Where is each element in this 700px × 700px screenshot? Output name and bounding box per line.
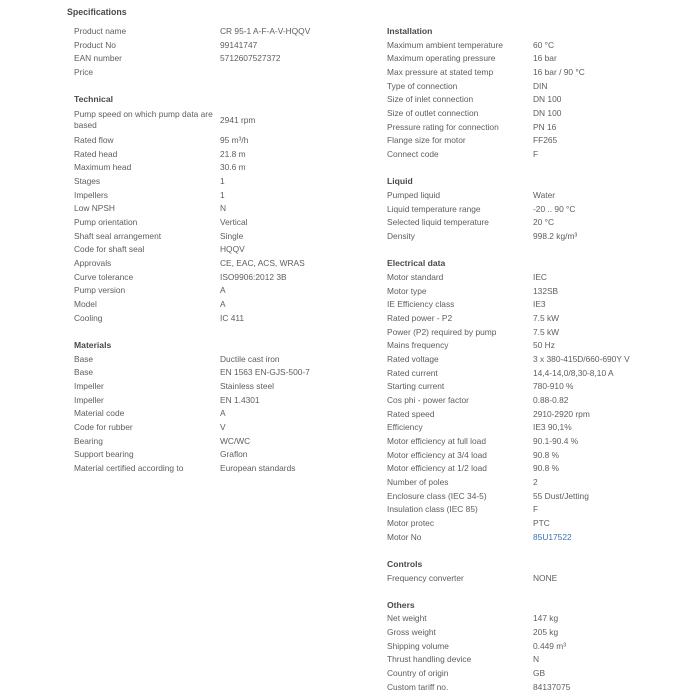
spec-label: Pump version <box>74 285 126 296</box>
spec-label: Density <box>387 230 415 241</box>
spec-row <box>387 626 700 640</box>
spec-value: CR 95-1 A-F-A-V-HQQV <box>220 26 311 36</box>
spec-row <box>74 353 394 367</box>
spec-label: Pressure rating for connection <box>387 121 499 132</box>
spec-value: IE3 90,1% <box>533 422 572 433</box>
spec-label: Product name <box>74 26 127 36</box>
spec-value: 60 °C <box>533 39 555 50</box>
spec-row <box>74 435 394 449</box>
spec-row <box>387 326 700 340</box>
spec-row <box>387 353 700 367</box>
spec-value: DN 100 <box>533 107 562 118</box>
spec-row <box>387 667 700 681</box>
spec-label: Motor No <box>387 531 422 542</box>
spec-row <box>387 531 700 545</box>
spec-value: 30.6 m <box>220 162 246 173</box>
spec-value: 55 Dust/Jetting <box>533 490 589 501</box>
spec-value: 205 kg <box>533 627 559 638</box>
spec-row <box>387 435 700 449</box>
spec-value: 780-910 % <box>533 381 574 392</box>
spec-row <box>74 284 394 298</box>
spec-value: 16 bar <box>533 53 557 64</box>
spec-row <box>387 367 700 381</box>
spec-value: 7.5 kW <box>533 312 560 323</box>
spec-label: Product No <box>74 39 116 50</box>
spec-label: Rated speed <box>387 408 435 419</box>
spec-row <box>387 52 700 66</box>
spec-row <box>74 257 394 271</box>
spec-label: Base <box>74 367 94 378</box>
spec-value: V <box>220 421 226 432</box>
spec-value: IE3 <box>533 299 546 310</box>
spec-label: Maximum operating pressure <box>387 53 496 64</box>
spec-value: A <box>220 285 226 296</box>
spec-value: FF265 <box>533 135 558 146</box>
spec-value: 147 kg <box>533 613 559 624</box>
spec-row <box>387 271 700 285</box>
spec-value: 99141747 <box>220 39 258 50</box>
spec-label: Enclosure class (IEC 34-5) <box>387 490 487 501</box>
spec-label: Motor efficiency at 3/4 load <box>387 449 487 460</box>
spec-value: 0.449 m³ <box>533 640 567 651</box>
spec-label: Shipping volume <box>387 640 449 651</box>
spec-row <box>387 572 700 586</box>
spec-value: F <box>533 504 539 515</box>
spec-row <box>387 462 700 476</box>
spec-row <box>74 380 394 394</box>
spec-value: 90.8 % <box>533 463 560 474</box>
spec-row <box>387 107 700 121</box>
spec-label: Rated voltage <box>387 353 439 364</box>
spec-label: Country of origin <box>387 668 449 679</box>
section-title-liquid: Liquid <box>387 176 413 187</box>
spec-row <box>74 202 394 216</box>
spec-label: Gross weight <box>387 627 436 638</box>
spec-row <box>387 476 700 490</box>
spec-row <box>74 394 394 408</box>
spec-label: EAN number <box>74 53 122 64</box>
spec-value: DIN <box>533 80 548 91</box>
spec-label: Cos phi - power factor <box>387 394 469 405</box>
spec-row <box>387 230 700 244</box>
spec-label: Rated head <box>74 148 118 159</box>
spec-row <box>74 52 394 66</box>
spec-label: Rated flow <box>74 134 114 145</box>
spec-label: Max pressure at stated temp <box>387 66 494 77</box>
spec-row <box>387 298 700 312</box>
section-title-controls: Controls <box>387 558 423 569</box>
spec-value: 21.8 m <box>220 148 246 159</box>
spec-label: Motor efficiency at 1/2 load <box>387 463 487 474</box>
spec-value: N <box>533 654 540 665</box>
spec-value: 14,4-14,0/8,30-8,10 A <box>533 367 614 378</box>
spec-label: Power (P2) required by pump <box>387 326 497 337</box>
section-title-others: Others <box>387 599 415 610</box>
spec-label: Size of inlet connection <box>387 94 474 105</box>
spec-value: N <box>220 203 227 214</box>
spec-row <box>387 285 700 299</box>
section-title-technical: Technical <box>74 94 114 105</box>
spec-value: European standards <box>220 462 296 473</box>
spec-row <box>74 175 394 189</box>
spec-row <box>387 216 700 230</box>
spec-row <box>387 653 700 667</box>
spec-row <box>387 66 700 80</box>
spec-value: Vertical <box>220 216 248 227</box>
spec-row <box>74 39 394 53</box>
spec-value: 2941 rpm <box>220 114 256 125</box>
spec-row <box>387 517 700 531</box>
spec-label: Motor type <box>387 285 427 296</box>
spec-row <box>74 421 394 435</box>
spec-row <box>387 39 700 53</box>
spec-row <box>387 189 700 203</box>
spec-label: Pump orientation <box>74 216 138 227</box>
spec-label: Insulation class (IEC 85) <box>387 504 478 515</box>
spec-value: 20 °C <box>533 217 555 228</box>
spec-row <box>74 448 394 462</box>
section-gap <box>387 544 700 558</box>
spec-value: WC/WC <box>220 435 251 446</box>
spec-label: Stages <box>74 175 101 186</box>
spec-label: Net weight <box>387 613 427 624</box>
spec-label: IE Efficiency class <box>387 299 455 310</box>
spec-row <box>74 366 394 380</box>
spec-row <box>74 25 394 39</box>
spec-label: Model <box>74 299 97 309</box>
spec-row <box>74 462 394 476</box>
spec-value: 2910-2920 rpm <box>533 408 590 419</box>
spec-value: 132SB <box>533 285 559 296</box>
spec-value: Ductile cast iron <box>220 353 280 364</box>
spec-value: Graflon <box>220 449 248 460</box>
spec-value: -20 .. 90 °C <box>533 203 576 214</box>
spec-value: 5712607527372 <box>220 53 281 64</box>
spec-row <box>74 148 394 162</box>
spec-label: Approvals <box>74 257 112 268</box>
spec-label: Shaft seal arrangement <box>74 230 162 241</box>
spec-row <box>387 449 700 463</box>
spec-value: 50 Hz <box>533 340 555 351</box>
spec-row <box>387 380 700 394</box>
spec-value: EN 1.4301 <box>220 394 260 405</box>
spec-label: Impeller <box>74 380 104 391</box>
spec-row <box>387 203 700 217</box>
section-gap <box>74 325 394 339</box>
spec-value: CE, EAC, ACS, WRAS <box>220 257 305 268</box>
spec-label: Material certified according to <box>74 462 184 473</box>
spec-row <box>387 408 700 422</box>
spec-label: Type of connection <box>387 80 458 91</box>
spec-label: Number of poles <box>387 476 449 487</box>
spec-label: Selected liquid temperature <box>387 217 489 228</box>
spec-row <box>387 503 700 517</box>
spec-row <box>74 66 394 80</box>
spec-value: 84137075 <box>533 681 571 692</box>
spec-label: Price <box>74 67 94 78</box>
spec-value: 1 <box>220 189 225 200</box>
spec-value: Water <box>533 189 556 200</box>
spec-value: A <box>220 299 226 309</box>
spec-value: PTC <box>533 517 550 528</box>
spec-label: Motor protec <box>387 517 435 528</box>
spec-value: 3 x 380-415D/660-690Y V <box>533 353 630 364</box>
spec-value: NONE <box>533 572 558 583</box>
spec-label: Mains frequency <box>387 340 449 351</box>
spec-row <box>74 107 394 134</box>
spec-label: Motor efficiency at full load <box>387 435 486 446</box>
spec-label: Pumped liquid <box>387 189 441 200</box>
spec-label: Efficiency <box>387 422 423 433</box>
spec-value: A <box>220 408 226 419</box>
spec-value: PN 16 <box>533 121 557 132</box>
spec-row <box>74 216 394 230</box>
spec-row <box>74 312 394 326</box>
spec-value: 95 m³/h <box>220 134 249 145</box>
spec-label: Custom tariff no. <box>387 681 449 692</box>
spec-value: IEC <box>533 271 547 282</box>
spec-row <box>387 134 700 148</box>
spec-row <box>387 640 700 654</box>
spec-row <box>387 490 700 504</box>
spec-label: Rated current <box>387 367 438 378</box>
section-title-installation: Installation <box>387 26 433 36</box>
spec-value: 0.88-0.82 <box>533 394 569 405</box>
spec-label: Support bearing <box>74 449 134 460</box>
spec-row <box>74 189 394 203</box>
spec-value: Single <box>220 230 244 241</box>
section-gap <box>387 585 700 599</box>
section-gap <box>387 244 700 258</box>
spec-row <box>387 394 700 408</box>
spec-label: Impellers <box>74 189 108 200</box>
spec-value: ISO9906:2012 3B <box>220 271 287 282</box>
spec-value: HQQV <box>220 244 245 255</box>
spec-value: 2 <box>533 476 538 487</box>
spec-row <box>74 134 394 148</box>
spec-row <box>387 612 700 626</box>
spec-row <box>387 148 700 162</box>
spec-value: 16 bar / 90 °C <box>533 66 585 77</box>
spec-value: Stainless steel <box>220 380 274 391</box>
section-title-materials: Materials <box>74 340 112 350</box>
spec-label: Base <box>74 353 94 364</box>
spec-label: Code for rubber <box>74 421 133 432</box>
spec-value: DN 100 <box>533 94 562 105</box>
spec-label: Motor standard <box>387 271 444 282</box>
spec-label: Bearing <box>74 435 103 446</box>
spec-row <box>74 407 394 421</box>
page-title: Specifications <box>67 7 127 17</box>
spec-row <box>387 421 700 435</box>
spec-label: Material code <box>74 408 125 419</box>
spec-value: F <box>533 148 539 159</box>
spec-value: 998.2 kg/m³ <box>533 230 578 241</box>
spec-label: Starting current <box>387 381 445 392</box>
spec-label: Impeller <box>74 394 104 405</box>
spec-label: Low NPSH <box>74 203 115 214</box>
right-column <box>387 25 700 694</box>
spec-row <box>74 298 394 312</box>
spec-label: Flange size for motor <box>387 135 466 146</box>
spec-value: IC 411 <box>220 312 245 323</box>
spec-row <box>74 161 394 175</box>
spec-label: Curve tolerance <box>74 271 134 282</box>
spec-row <box>387 121 700 135</box>
spec-row <box>74 243 394 257</box>
spec-label: Maximum head <box>74 162 132 173</box>
spec-label: Liquid temperature range <box>387 203 481 214</box>
spec-row <box>387 93 700 107</box>
spec-value-link[interactable]: 85U17522 <box>533 531 572 542</box>
spec-label: Frequency converter <box>387 572 464 583</box>
spec-label: Cooling <box>74 312 103 323</box>
section-gap <box>74 80 394 94</box>
section-title-electrical-data: Electrical data <box>387 258 446 269</box>
spec-row <box>387 339 700 353</box>
spec-row <box>387 312 700 326</box>
spec-value: 1 <box>220 175 225 186</box>
spec-label: Rated power - P2 <box>387 312 453 323</box>
spec-row <box>74 230 394 244</box>
spec-row <box>387 80 700 94</box>
spec-value: 7.5 kW <box>533 326 560 337</box>
spec-label: Code for shaft seal <box>74 244 145 255</box>
spec-value: 90.8 % <box>533 449 560 460</box>
section-gap <box>387 162 700 176</box>
spec-label: Thrust handling device <box>387 654 472 665</box>
left-column <box>74 25 394 476</box>
spec-row <box>74 271 394 285</box>
spec-label: Size of outlet connection <box>387 107 479 118</box>
spec-label: Connect code <box>387 148 439 159</box>
spec-value: GB <box>533 668 546 679</box>
spec-row <box>387 681 700 695</box>
spec-label: Maximum ambient temperature <box>387 39 503 50</box>
spec-label: Pump speed on which pump data are based <box>74 108 213 131</box>
spec-value: 90.1-90.4 % <box>533 435 579 446</box>
spec-value: EN 1563 EN-GJS-500-7 <box>220 367 310 378</box>
